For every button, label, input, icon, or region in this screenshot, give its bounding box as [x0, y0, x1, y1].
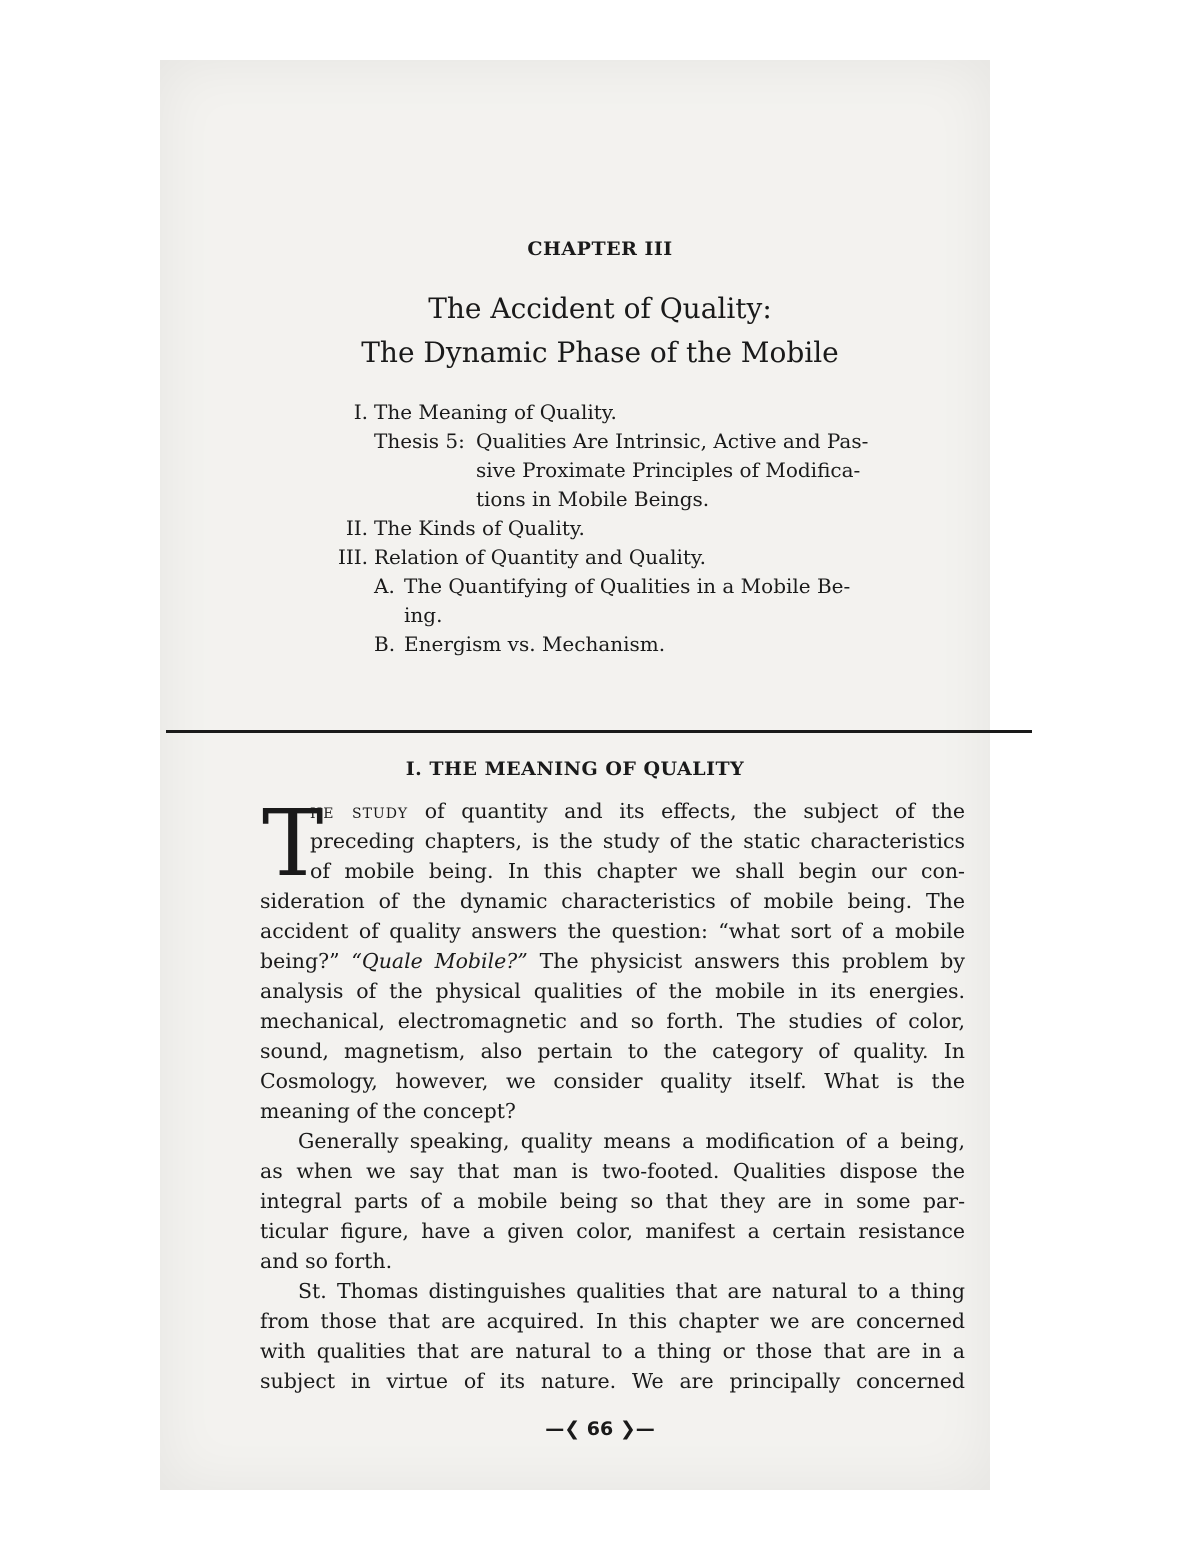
body-line: subject in virtue of its nature. We are principally concerned [260, 1369, 965, 1393]
body-line: Cosmology, however, we consider quality itself. What is the [260, 1069, 965, 1093]
body-line: and so forth. [260, 1249, 393, 1273]
body-line: as when we say that man is two-footed. Qualities dispose the [260, 1159, 965, 1183]
body-line [260, 946, 965, 976]
outline-sub-text: ing. [404, 603, 443, 627]
outline-num: I. [353, 400, 368, 424]
body-line-text: The physicist answers this problem by [527, 949, 965, 973]
body-line: mechanical, electromagnetic and so forth. The studies of color, [260, 1009, 965, 1033]
outline-sub-label: B. [374, 632, 396, 656]
body-line [260, 796, 965, 826]
body-line: ticular figure, have a given color, manifest a certain resistance [260, 1219, 965, 1243]
thesis-text: sive Proximate Principles of Modifica- [476, 458, 861, 482]
chapter-outline [320, 398, 920, 659]
body-line: with qualities that are natural to a thing or those that are in a [260, 1339, 965, 1363]
outline-text: Relation of Quantity and Quality. [374, 545, 706, 569]
outline-item-3 [320, 543, 920, 572]
outline-text: The Meaning of Quality. [374, 400, 617, 424]
outline-sub-a [320, 572, 920, 601]
body-line: meaning of the concept? [260, 1099, 516, 1123]
outline-item-2 [320, 514, 920, 543]
outline-sub-label: A. [374, 574, 395, 598]
thesis-text: tions in Mobile Beings. [476, 487, 710, 511]
lead-in-smallcaps: he study [310, 799, 409, 823]
thesis-label: Thesis 5: [374, 429, 465, 453]
body-line: accident of quality answers the question: “what sort of a mobile [260, 919, 965, 943]
section-divider [166, 730, 1032, 733]
chapter-label: CHAPTER III [527, 238, 673, 260]
outline-sub-text: The Quantifying of Qualities in a Mobile Be- [404, 574, 851, 598]
outline-thesis-line2 [320, 456, 920, 485]
body-line: of mobile being. In this chapter we shall begin our con- [310, 859, 965, 883]
body-text [260, 790, 965, 1396]
thesis-text: Qualities Are Intrinsic, Active and Pas- [476, 429, 869, 453]
section-heading: I. THE MEANING OF QUALITY [405, 758, 745, 780]
body-line: Generally speaking, quality means a modification of a being, [298, 1129, 965, 1153]
outline-num: III. [337, 545, 368, 569]
body-line: sideration of the dynamic characteristics of mobile being. The [260, 889, 965, 913]
body-line-text: of quantity and its effects, the subject of the [408, 799, 965, 823]
body-line-text: being?” [260, 949, 352, 973]
latin-phrase: “Quale Mobile?” [351, 949, 528, 973]
body-line: St. Thomas distinguishes qualities that are natural to a thing [298, 1279, 965, 1303]
outline-text: The Kinds of Quality. [374, 516, 585, 540]
chapter-title-line2: The Dynamic Phase of the Mobile [361, 336, 839, 369]
page-number: —❮ 66 ❯— [545, 1418, 655, 1440]
outline-sub-b [320, 630, 920, 659]
body-line: preceding chapters, is the study of the static characteristics [310, 829, 965, 853]
outline-thesis-line1 [320, 427, 920, 456]
body-line: sound, magnetism, also pertain to the category of quality. In [260, 1039, 965, 1063]
outline-sub-text: Energism vs. Mechanism. [404, 632, 666, 656]
outline-thesis-line3 [320, 485, 920, 514]
drop-cap: T [262, 790, 324, 897]
outline-item-1 [320, 398, 920, 427]
outline-sub-a-cont [320, 601, 920, 630]
body-line: integral parts of a mobile being so that they are in some par- [260, 1189, 965, 1213]
body-line: analysis of the physical qualities of the mobile in its energies. [260, 979, 965, 1003]
chapter-title-line1: The Accident of Quality: [428, 292, 772, 325]
outline-num: II. [345, 516, 368, 540]
body-line: from those that are acquired. In this chapter we are concerned [260, 1309, 965, 1333]
